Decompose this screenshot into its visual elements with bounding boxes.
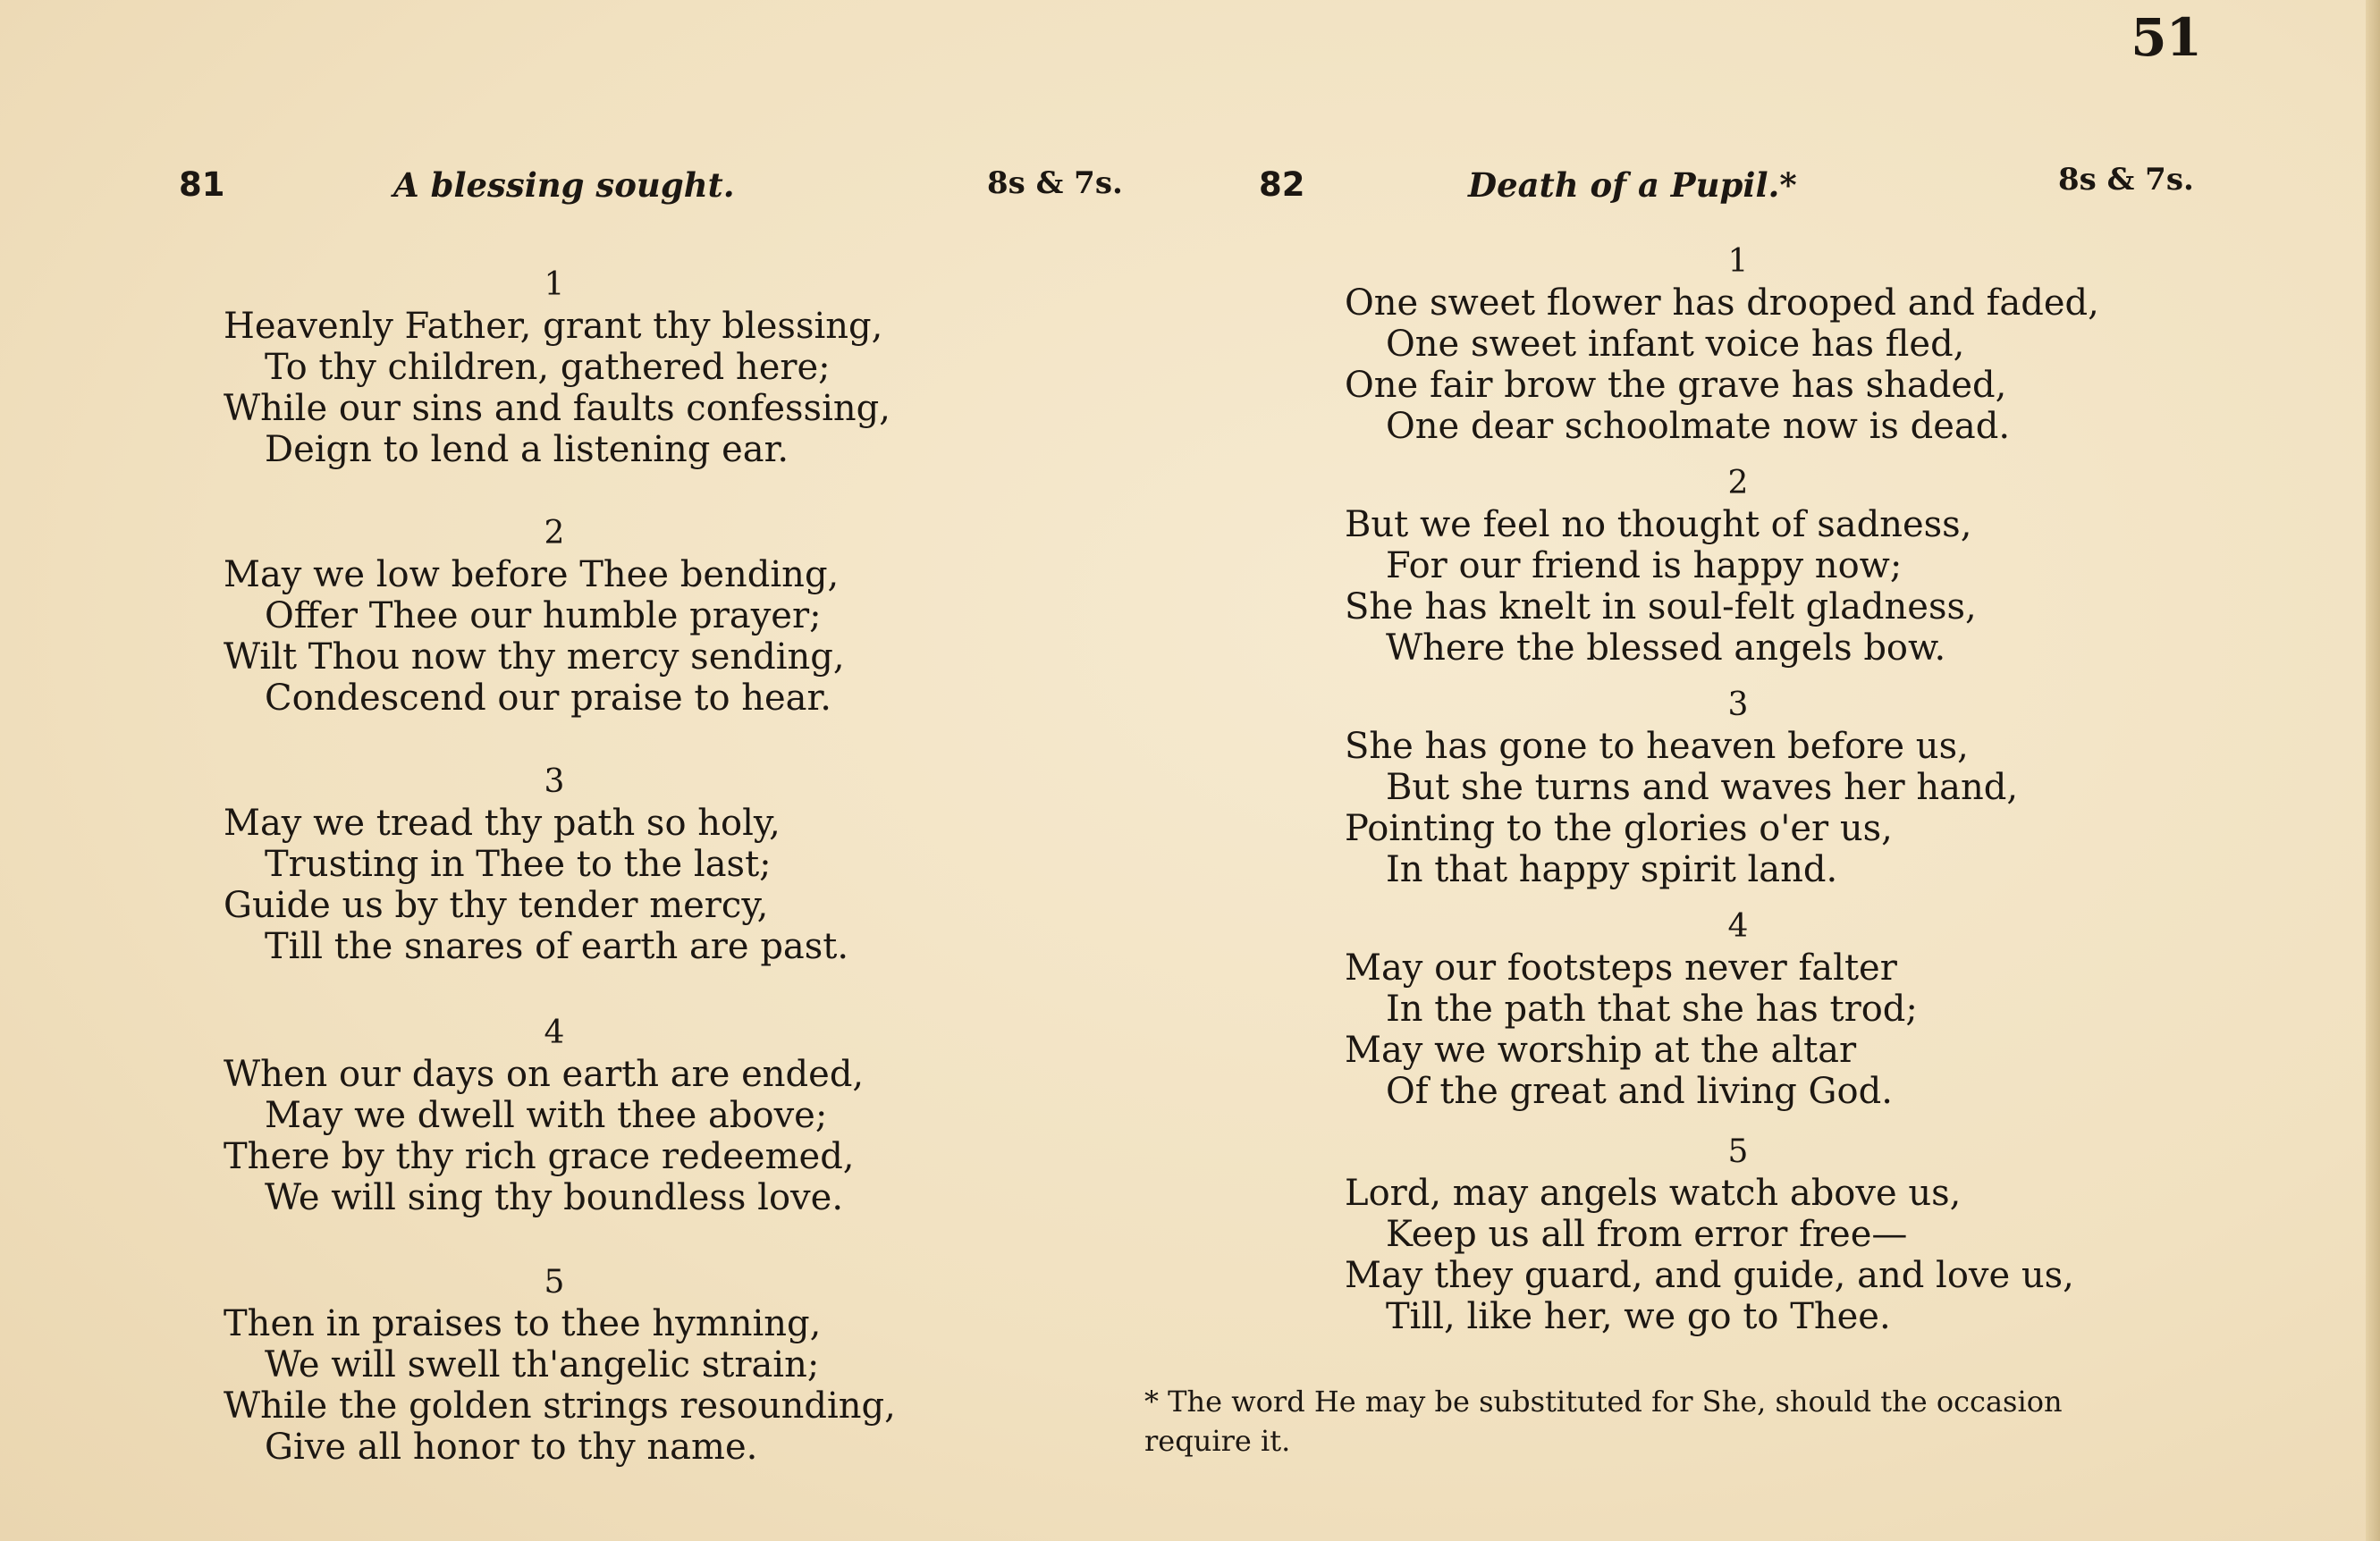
hymn-82-verse-4	[1345, 906, 2131, 1112]
hymn-82-verse-2	[1345, 463, 2131, 669]
verse-number: 1	[544, 266, 565, 303]
footnote-line: * The word He may be substituted for She, should the occasion	[1144, 1385, 2063, 1419]
verse-number: 2	[1727, 465, 1749, 501]
verse-line: We will swell th'angelic strain;	[265, 1344, 820, 1385]
hymn-81-verse-1	[224, 265, 890, 470]
verse-line: Condescend our praise to hear.	[265, 678, 831, 719]
verse-line: Offer Thee our humble prayer;	[265, 595, 822, 636]
verse-line: Then in praises to thee hymning,	[224, 1303, 822, 1344]
hymn-meter: 8s & 7s.	[987, 165, 1123, 201]
verse-number: 3	[544, 763, 565, 800]
verse-line: May they guard, and guide, and love us,	[1345, 1255, 2074, 1296]
hymn-title: Death of a Pupil.*	[1468, 165, 1797, 205]
verse-line: Keep us all from error free—	[1386, 1214, 1908, 1255]
hymn-number: 81	[179, 165, 225, 204]
verse-line: In the path that she has trod;	[1386, 989, 1918, 1030]
verse-line: Guide us by thy tender mercy,	[224, 885, 769, 926]
verse-line: For our friend is happy now;	[1386, 545, 1903, 586]
hymn-81-verse-3	[224, 762, 885, 967]
verse-line: Till, like her, we go to Thee.	[1386, 1296, 1891, 1337]
verse-line: Till the snares of earth are past.	[265, 926, 849, 967]
verse-line: Lord, may angels watch above us,	[1345, 1173, 1962, 1214]
verse-line: Give all honor to thy name.	[265, 1427, 758, 1468]
verse-line: But we feel no thought of sadness,	[1345, 504, 1972, 545]
footnote	[1144, 1382, 2217, 1461]
verse-number: 2	[544, 515, 565, 552]
verse-line: In that happy spirit land.	[1386, 849, 1838, 890]
verse-line: Trusting in Thee to the last;	[265, 844, 772, 885]
verse-line: One fair brow the grave has shaded,	[1345, 365, 2007, 406]
page-number: 51	[2131, 7, 2201, 68]
verse-line: To thy children, gathered here;	[265, 347, 831, 388]
verse-number: 4	[1727, 908, 1749, 945]
verse-line: May we dwell with thee above;	[265, 1095, 828, 1136]
verse-line: May our footsteps never falter	[1345, 947, 1897, 989]
hymn-82-verse-1	[1345, 241, 2131, 447]
verse-line: She has gone to heaven before us,	[1345, 726, 1969, 767]
verse-line: May we worship at the altar	[1345, 1030, 1857, 1071]
verse-line: Heavenly Father, grant thy blessing,	[224, 306, 883, 347]
hymn-81-verse-2	[224, 513, 885, 719]
verse-line: But she turns and waves her hand,	[1386, 767, 2019, 808]
verse-line: Of the great and living God.	[1386, 1071, 1893, 1112]
verse-line: We will sing thy boundless love.	[265, 1177, 844, 1218]
verse-number: 5	[1727, 1133, 1749, 1170]
verse-line: One dear schoolmate now is dead.	[1386, 406, 2011, 447]
verse-line: One sweet flower has drooped and faded,	[1345, 282, 2099, 324]
verse-line: Deign to lend a listening ear.	[265, 429, 789, 470]
verse-line: Where the blessed angels bow.	[1386, 627, 1946, 669]
hymn-82-verse-3	[1345, 685, 2131, 890]
verse-line: While the golden strings resounding,	[224, 1385, 896, 1427]
verse-number: 1	[1727, 243, 1749, 280]
verse-line: May we tread thy path so holy,	[224, 803, 781, 844]
hymn-number: 82	[1259, 165, 1305, 204]
verse-number: 5	[544, 1264, 565, 1301]
footnote-line: require it.	[1144, 1424, 1291, 1458]
verse-line: Wilt Thou now thy mercy sending,	[224, 636, 845, 678]
verse-line: When our days on earth are ended,	[224, 1054, 865, 1095]
hymn-81-verse-5	[224, 1262, 896, 1468]
verse-line: May we low before Thee bending,	[224, 554, 840, 595]
verse-line: She has knelt in soul-felt gladness,	[1345, 586, 1977, 627]
verse-line: While our sins and faults confessing,	[224, 388, 890, 429]
hymn-meter: 8s & 7s.	[2058, 162, 2194, 198]
verse-line: There by thy rich grace redeemed,	[224, 1136, 855, 1177]
verse-line: Pointing to the glories o'er us,	[1345, 808, 1893, 849]
verse-number: 4	[544, 1015, 565, 1051]
hymn-82-verse-5	[1345, 1132, 2131, 1337]
hymn-title: A blessing sought.	[393, 165, 735, 205]
verse-line: One sweet infant voice has fled,	[1386, 324, 1965, 365]
hymn-81-verse-4	[224, 1013, 885, 1218]
verse-number: 3	[1727, 686, 1749, 723]
page-edge	[2366, 0, 2380, 1541]
